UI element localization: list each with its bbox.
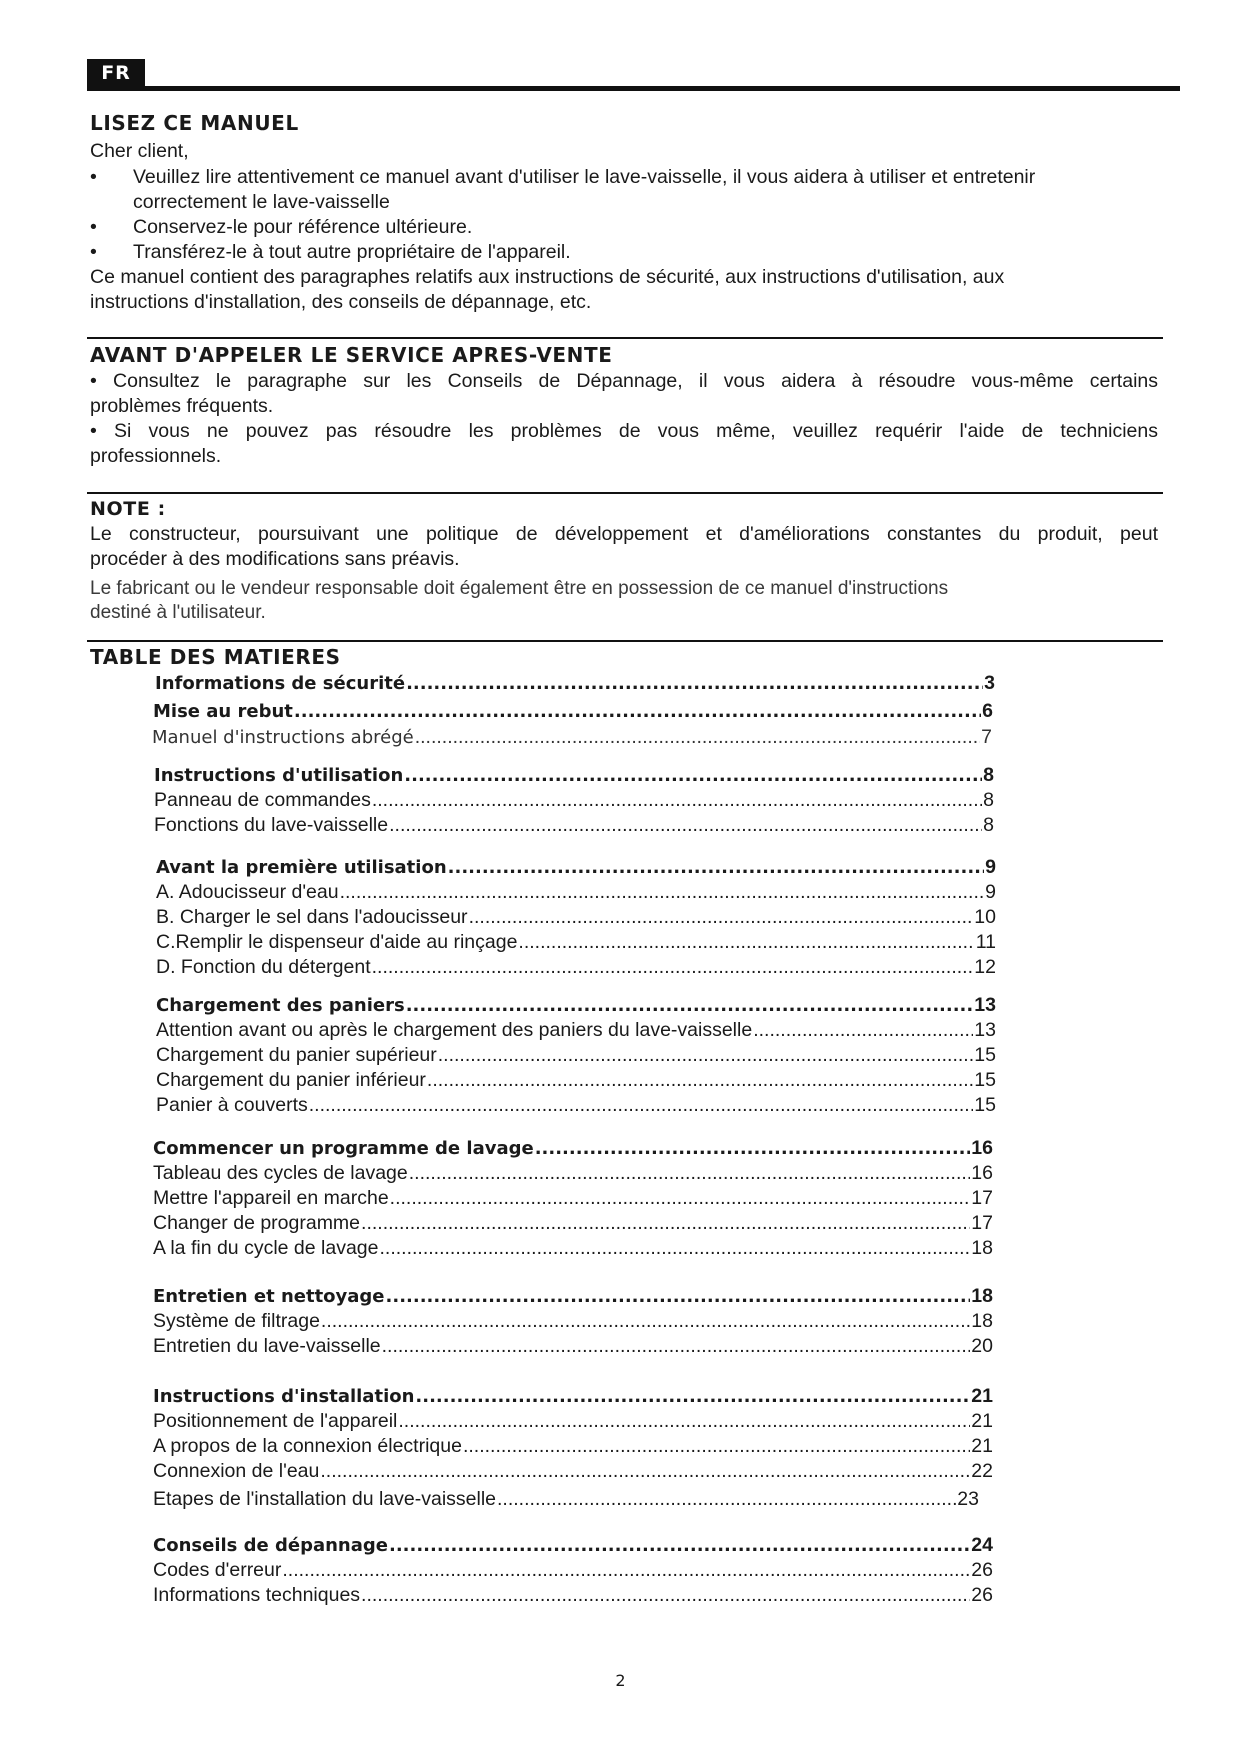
toc-entry-page: 3 (984, 672, 995, 694)
bullet-transfer: Transférez-le à tout autre propriétaire de l'appareil. (133, 241, 571, 263)
toc-entry-label: Système de filtrage (153, 1310, 320, 1332)
toc-entry-page: 9 (985, 881, 996, 903)
toc-entry-page: 23 (957, 1488, 979, 1510)
toc-entry-page: 26 (971, 1559, 993, 1581)
toc-entry-page: 8 (983, 764, 994, 786)
before-service-title: AVANT D'APPELER LE SERVICE APRES-VENTE (90, 343, 613, 367)
toc-entry-page: 17 (971, 1212, 993, 1234)
bullet-read-carefully-cont: correctement le lave-vaisselle (133, 191, 390, 213)
toc-entry-page: 21 (971, 1410, 993, 1432)
service-bullet-troubleshooting-cont: problèmes fréquents. (90, 395, 274, 417)
toc-entry[interactable] (153, 1284, 993, 1309)
toc-entry-page: 20 (971, 1335, 993, 1357)
toc-entry-label: Conseils de dépannage (153, 1535, 388, 1556)
toc-entry-page: 21 (971, 1385, 993, 1407)
toc-entry[interactable] (153, 1211, 993, 1236)
toc-entry[interactable] (153, 1487, 979, 1512)
toc-entry[interactable] (153, 1459, 993, 1484)
toc-entry-label: C.Remplir le dispenseur d'aide au rinçage (156, 931, 518, 953)
language-badge: FR (87, 59, 145, 88)
toc-entry[interactable] (153, 1236, 993, 1261)
toc-entry-page: 26 (971, 1584, 993, 1606)
toc-entry-label: A. Adoucisseur d'eau (156, 881, 339, 903)
bullet-dot: • (90, 216, 97, 238)
toc-entry[interactable] (154, 763, 994, 788)
toc-entry-label: Instructions d'utilisation (154, 765, 404, 786)
header-rule (87, 86, 1180, 91)
toc-entry-label: A la fin du cycle de lavage (153, 1237, 379, 1259)
service-bullet-professionals: • Si vous ne pouvez pas résoudre les problèmes de vous même, veuillez requérir l'aide de techniciens (90, 420, 1158, 442)
toc-entry-page: 13 (974, 994, 996, 1016)
bullet-keep: Conservez-le pour référence ultérieure. (133, 216, 473, 238)
section-rule (87, 492, 1163, 494)
toc-entry[interactable] (153, 1583, 993, 1608)
toc-entry[interactable] (156, 1068, 996, 1093)
toc-entry-page: 15 (974, 1069, 996, 1091)
toc-entry[interactable] (156, 1018, 996, 1043)
toc-entry[interactable] (155, 671, 995, 696)
toc-entry-page: 16 (971, 1162, 993, 1184)
toc-entry-page: 16 (971, 1137, 993, 1159)
bullet-dot: • (90, 241, 97, 263)
toc-entry-page: 18 (971, 1237, 993, 1259)
toc-entry-label: Changer de programme (153, 1212, 361, 1234)
toc-entry[interactable] (153, 1136, 993, 1161)
toc-entry[interactable] (156, 930, 996, 955)
toc-entry-label: Mise au rebut (153, 701, 293, 722)
toc-entry[interactable] (156, 955, 996, 980)
toc-entry-page: 8 (983, 814, 994, 836)
toc-entry-label: Fonctions du lave-vaisselle (154, 814, 389, 836)
greeting: Cher client, (90, 140, 189, 162)
toc-entry-label: Connexion de l'eau (153, 1460, 320, 1482)
toc-entry-page: 21 (971, 1435, 993, 1457)
toc-entry-page: 17 (971, 1187, 993, 1209)
toc-entry-label: Attention avant ou après le chargement des paniers du lave-vaisselle (156, 1019, 753, 1041)
toc-entry-label: Mettre l'appareil en marche (153, 1187, 389, 1209)
note-text: Le constructeur, poursuivant une politique de développement et d'améliorations constantes du produit, peut (90, 523, 1158, 545)
manual-contents-text-cont: instructions d'installation, des conseils de dépannage, etc. (90, 291, 592, 313)
note-title: NOTE : (90, 498, 166, 520)
toc-entry[interactable] (156, 855, 996, 880)
toc-entry[interactable] (156, 1043, 996, 1068)
service-bullet-troubleshooting: • Consultez le paragraphe sur les Conseils de Dépannage, il vous aidera à résoudre vous-même certains (90, 370, 1158, 392)
toc-title: TABLE DES MATIERES (90, 645, 341, 669)
toc-entry[interactable] (153, 1334, 993, 1359)
note-manufacturer-text: Le fabricant ou le vendeur responsable doit également être en possession de ce manuel d'instructions (90, 578, 949, 599)
service-bullet-professionals-cont: professionnels. (90, 445, 222, 467)
toc-entry-page: 7 (981, 726, 992, 748)
toc-entry-page: 15 (974, 1094, 996, 1116)
manual-contents-text: Ce manuel contient des paragraphes relatifs aux instructions de sécurité, aux instructions d'utilisation, aux (90, 266, 1005, 288)
note-text-cont: procéder à des modifications sans préavis. (90, 548, 460, 570)
toc-entry-label: Tableau des cycles de lavage (153, 1162, 408, 1184)
toc-entry-label: Entretien du lave-vaisselle (153, 1335, 381, 1357)
toc-entry-page: 15 (974, 1044, 996, 1066)
toc-entry[interactable] (153, 1186, 993, 1211)
toc-entry-page: 18 (971, 1310, 993, 1332)
read-manual-title: LISEZ CE MANUEL (90, 111, 299, 135)
toc-entry-page: 12 (974, 956, 996, 978)
toc-entry-label: Panneau de commandes (154, 789, 371, 811)
toc-entry-label: Chargement des paniers (156, 995, 405, 1016)
toc-entry-label: Chargement du panier inférieur (156, 1069, 426, 1091)
toc-entry[interactable] (153, 1558, 993, 1583)
toc-entry[interactable] (156, 880, 996, 905)
toc-entry-page: 13 (974, 1019, 996, 1041)
toc-entry-label: A propos de la connexion électrique (153, 1435, 462, 1457)
toc-entry[interactable] (156, 1093, 996, 1118)
toc-entry[interactable] (153, 1533, 993, 1558)
toc-entry[interactable] (156, 993, 996, 1018)
toc-entry[interactable] (153, 1309, 993, 1334)
toc-entry-label: D. Fonction du détergent (156, 956, 371, 978)
toc-entry-page: 6 (982, 700, 993, 722)
note-manufacturer-text-cont: destiné à l'utilisateur. (90, 602, 266, 623)
page-number: 2 (615, 1671, 626, 1690)
bullet-dot: • (90, 166, 97, 188)
toc-entry[interactable] (154, 813, 994, 838)
toc-entry-page: 8 (983, 789, 994, 811)
toc-entry[interactable] (153, 1384, 993, 1409)
toc-entry-label: Positionnement de l'appareil (153, 1410, 398, 1432)
toc-entry-page: 9 (985, 856, 996, 878)
toc-entry-page: 11 (975, 931, 996, 953)
toc-entry-page: 10 (974, 906, 996, 928)
toc-entry-label: Informations de sécurité (155, 673, 406, 694)
toc-entry-label: Avant la première utilisation (156, 857, 447, 878)
toc-entry-page: 18 (971, 1285, 993, 1307)
bullet-read-carefully: Veuillez lire attentivement ce manuel avant d'utiliser le lave-vaisselle, il vous aidera à utiliser et entretenir (133, 166, 1036, 188)
toc-entry-label: Etapes de l'installation du lave-vaisselle (153, 1488, 497, 1510)
section-rule (87, 337, 1163, 339)
toc-entry[interactable] (154, 788, 994, 813)
toc-entry[interactable] (152, 725, 992, 750)
toc-entry[interactable] (153, 1409, 993, 1434)
toc-entry-label: B. Charger le sel dans l'adoucisseur (156, 906, 468, 928)
toc-entry-page: 22 (971, 1460, 993, 1482)
toc-entry-label: Entretien et nettoyage (153, 1286, 385, 1307)
toc-entry-label: Manuel d'instructions abrégé (152, 727, 414, 748)
toc-entry[interactable] (153, 1434, 993, 1459)
toc-entry-label: Commencer un programme de lavage (153, 1138, 534, 1159)
toc-entry[interactable] (156, 905, 996, 930)
toc-entry-label: Instructions d'installation (153, 1386, 415, 1407)
toc-entry-page: 24 (971, 1534, 993, 1556)
section-rule (87, 640, 1163, 642)
toc-entry[interactable] (153, 699, 993, 724)
toc-entry[interactable] (153, 1161, 993, 1186)
toc-entry-label: Chargement du panier supérieur (156, 1044, 437, 1066)
toc-entry-label: Codes d'erreur (153, 1559, 282, 1581)
toc-entry-label: Informations techniques (153, 1584, 361, 1606)
toc-entry-label: Panier à couverts (156, 1094, 308, 1116)
